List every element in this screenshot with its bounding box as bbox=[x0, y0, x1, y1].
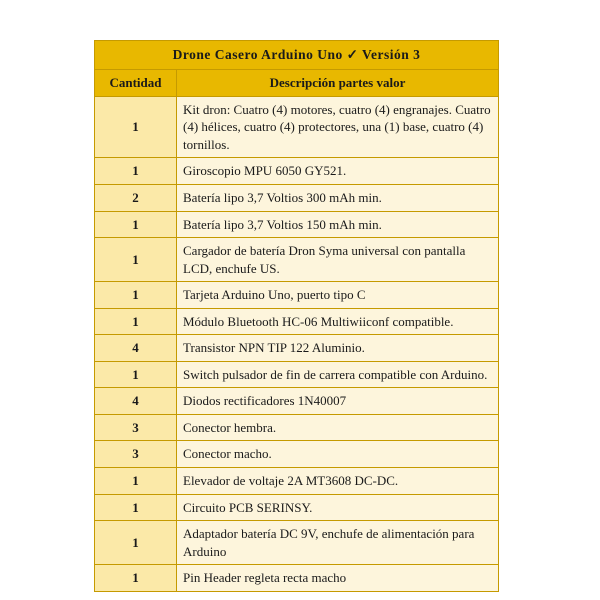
cell-quantity: 1 bbox=[95, 282, 177, 309]
cell-description: Batería lipo 3,7 Voltios 300 mAh min. bbox=[177, 184, 499, 211]
cell-description: Elevador de voltaje 2A MT3608 DC-DC. bbox=[177, 467, 499, 494]
cell-description: Giroscopio MPU 6050 GY521. bbox=[177, 158, 499, 185]
cell-description: Diodos rectificadores 1N40007 bbox=[177, 388, 499, 415]
table-body bbox=[95, 96, 499, 591]
cell-description: Switch pulsador de fin de carrera compatible con Arduino. bbox=[177, 361, 499, 388]
cell-description: Conector hembra. bbox=[177, 414, 499, 441]
cell-quantity: 1 bbox=[95, 565, 177, 592]
table-row bbox=[95, 565, 499, 592]
cell-description: Pin Header regleta recta macho bbox=[177, 565, 499, 592]
table-row bbox=[95, 335, 499, 362]
table-row bbox=[95, 361, 499, 388]
cell-description: Conector macho. bbox=[177, 441, 499, 468]
cell-quantity: 1 bbox=[95, 211, 177, 238]
table-row bbox=[95, 494, 499, 521]
cell-description: Tarjeta Arduino Uno, puerto tipo C bbox=[177, 282, 499, 309]
cell-quantity: 2 bbox=[95, 184, 177, 211]
table-row bbox=[95, 388, 499, 415]
table-row bbox=[95, 211, 499, 238]
page-title: Drone Casero Arduino Uno ✓ Versión 3 bbox=[95, 41, 499, 70]
cell-quantity: 1 bbox=[95, 521, 177, 565]
table-title-row bbox=[95, 41, 499, 70]
table-row bbox=[95, 308, 499, 335]
table-row bbox=[95, 414, 499, 441]
table-row bbox=[95, 158, 499, 185]
cell-quantity: 4 bbox=[95, 388, 177, 415]
table-row bbox=[95, 441, 499, 468]
bill-of-materials-table bbox=[94, 40, 499, 592]
table-row bbox=[95, 184, 499, 211]
column-header-description: Descripción partes valor bbox=[177, 70, 499, 97]
cell-description: Transistor NPN TIP 122 Aluminio. bbox=[177, 335, 499, 362]
table-row bbox=[95, 282, 499, 309]
table-header-row bbox=[95, 70, 499, 97]
cell-quantity: 1 bbox=[95, 494, 177, 521]
cell-quantity: 3 bbox=[95, 441, 177, 468]
cell-quantity: 3 bbox=[95, 414, 177, 441]
cell-description: Circuito PCB SERINSY. bbox=[177, 494, 499, 521]
cell-quantity: 1 bbox=[95, 361, 177, 388]
cell-description: Kit dron: Cuatro (4) motores, cuatro (4) engranajes. Cuatro (4) hélices, cuatro (4) protectores, una (1) base, cuatro (4) tornillos. bbox=[177, 96, 499, 158]
cell-description: Adaptador batería DC 9V, enchufe de alimentación para Arduino bbox=[177, 521, 499, 565]
table-row bbox=[95, 238, 499, 282]
table-row bbox=[95, 467, 499, 494]
cell-description: Cargador de batería Dron Syma universal con pantalla LCD, enchufe US. bbox=[177, 238, 499, 282]
cell-description: Módulo Bluetooth HC-06 Multiwiiconf compatible. bbox=[177, 308, 499, 335]
cell-quantity: 1 bbox=[95, 308, 177, 335]
cell-quantity: 4 bbox=[95, 335, 177, 362]
column-header-quantity: Cantidad bbox=[95, 70, 177, 97]
table-row bbox=[95, 521, 499, 565]
cell-quantity: 1 bbox=[95, 158, 177, 185]
table-row bbox=[95, 96, 499, 158]
cell-description: Batería lipo 3,7 Voltios 150 mAh min. bbox=[177, 211, 499, 238]
cell-quantity: 1 bbox=[95, 96, 177, 158]
cell-quantity: 1 bbox=[95, 238, 177, 282]
cell-quantity: 1 bbox=[95, 467, 177, 494]
